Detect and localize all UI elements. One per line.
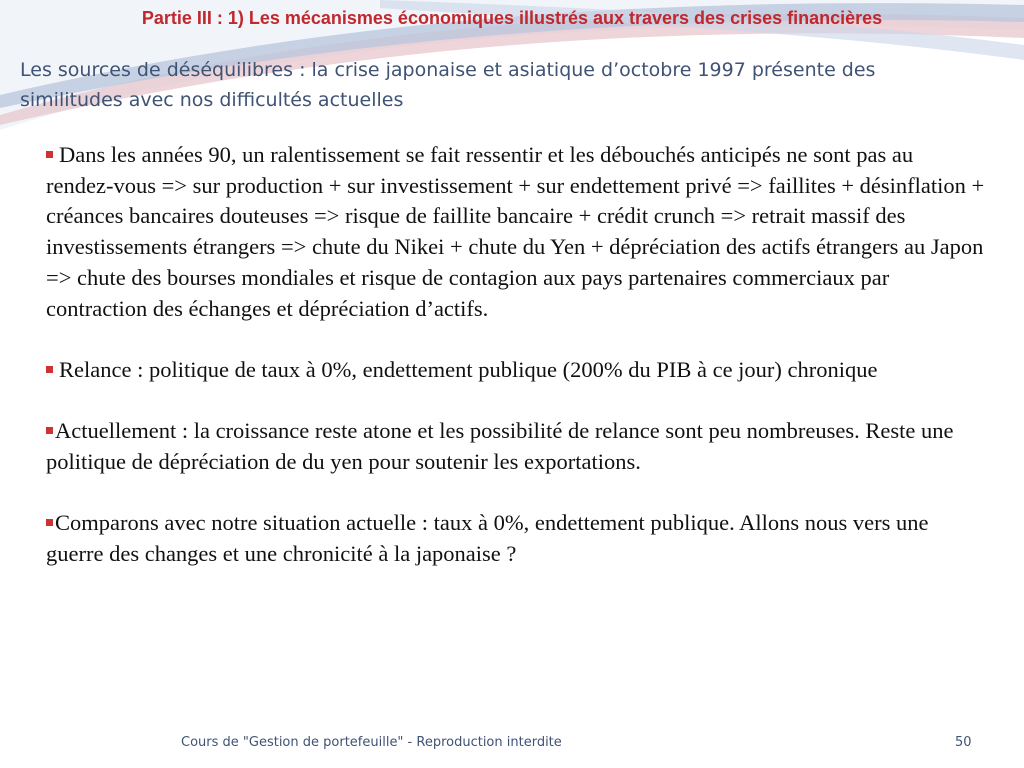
slide-subtitle: Les sources de déséquilibres : la crise japonaise et asiatique d’octobre 1997 présente des similitudes avec nos difficultés actuelles [20, 59, 876, 111]
paragraph-text: Relance : politique de taux à 0%, endettement publique (200% du PIB à ce jour) chronique [59, 356, 878, 382]
square-bullet-icon [46, 427, 53, 434]
square-bullet-icon [46, 519, 53, 526]
square-bullet-icon [46, 366, 53, 373]
page-number: 50 [955, 735, 972, 750]
bullet-paragraph [46, 416, 986, 477]
slide-title: Partie III : 1) Les mécanismes économiques illustrés aux travers des crises financières [141, 8, 883, 28]
slide-footer [0, 733, 1024, 757]
paragraph-text: Dans les années 90, un ralentissement se fait ressentir et les débouchés anticipés ne sont pas au rendez-vous => sur production + sur investissement + sur endettement privé => faillites + désinflation + créances bancaires douteuses => risque de faillite bancaire + crédit crunch => retrait massif des investissements étrangers => chute du Nikei + chute du Yen + dépréciation des actifs étrangers au Japon => chute des bourses mondiales et risque de contagion aux pays partenaires commerciaux par contraction des échanges et dépréciation d’actifs. [46, 142, 985, 321]
square-bullet-icon [46, 151, 53, 158]
paragraph-text: Actuellement : la croissance reste atone et les possibilité de relance sont peu nombreuses. Reste une politique de dépréciation de du yen pour soutenir les exportations. [46, 418, 954, 474]
bullet-paragraph [46, 508, 986, 569]
footer-text: Cours de "Gestion de portefeuille" - Reproduction interdite [181, 735, 562, 750]
bullet-paragraph [46, 140, 986, 324]
paragraph-text: Comparons avec notre situation actuelle : taux à 0%, endettement publique. Allons nous vers une guerre des changes et une chronicité à la japonaise ? [46, 510, 929, 567]
slide-body [46, 140, 986, 600]
bullet-paragraph [46, 355, 986, 386]
